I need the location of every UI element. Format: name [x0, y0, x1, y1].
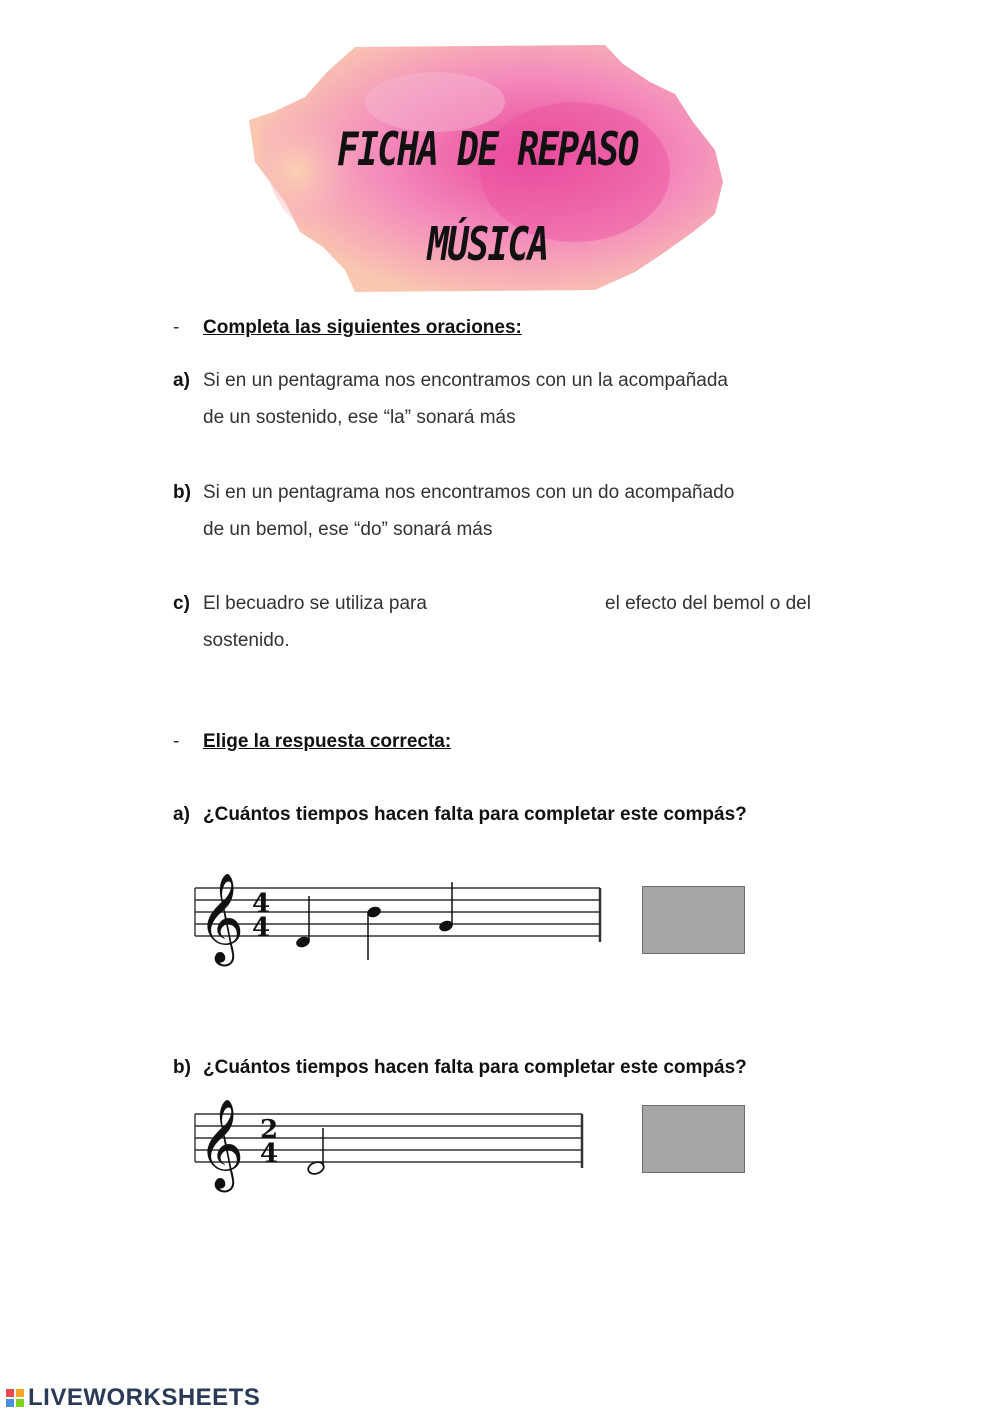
item-a-line2: de un sostenido, ese “la” sonará más [203, 407, 516, 428]
section1-heading: Completa las siguientes oraciones: [203, 317, 522, 338]
item-a-line1: Si en un pentagrama nos encontramos con un la acompañada [203, 370, 728, 391]
time-signature-top: 2 [260, 1115, 279, 1145]
time-signature-top: 4 [252, 889, 271, 919]
question-a-marker: a) [173, 804, 190, 825]
section2-heading: Elige la respuesta correcta: [203, 731, 452, 752]
staff-a [190, 868, 605, 968]
worksheet-subject: MÚSICA [427, 217, 548, 271]
footer-logo[interactable] [6, 1383, 260, 1413]
worksheet-title: FICHA DE REPASO [337, 122, 638, 176]
item-c-line1-after: el efecto del bemol o del [605, 593, 811, 614]
liveworksheets-logo-icon [6, 1389, 24, 1407]
time-signature-bottom: 4 [252, 913, 271, 943]
item-c-line1-before: El becuadro se utiliza para [203, 593, 427, 614]
footer-brand: LIVEWORKSHEETS [28, 1384, 261, 1411]
answer-box-b[interactable] [642, 1105, 745, 1173]
treble-clef-icon: 𝄞 [198, 873, 245, 963]
section1-bullet: - [173, 317, 180, 338]
answer-box-a[interactable] [642, 886, 745, 954]
question-b-marker: b) [173, 1057, 191, 1078]
question-b-text: ¿Cuántos tiempos hacen falta para completar este compás? [203, 1057, 747, 1078]
item-a-marker: a) [173, 370, 190, 391]
item-c-line2: sostenido. [203, 630, 290, 651]
staff-b [190, 1098, 590, 1198]
item-b-line2: de un bemol, ese “do” sonará más [203, 519, 493, 540]
item-c-marker: c) [173, 593, 190, 614]
section2-bullet: - [173, 731, 180, 752]
time-signature-bottom: 4 [260, 1139, 279, 1169]
item-b-line1: Si en un pentagrama nos encontramos con un do acompañado [203, 482, 735, 503]
item-b-marker: b) [173, 482, 191, 503]
treble-clef-icon: 𝄞 [198, 1099, 245, 1189]
question-a-text: ¿Cuántos tiempos hacen falta para completar este compás? [203, 804, 747, 825]
title-banner [245, 42, 730, 294]
